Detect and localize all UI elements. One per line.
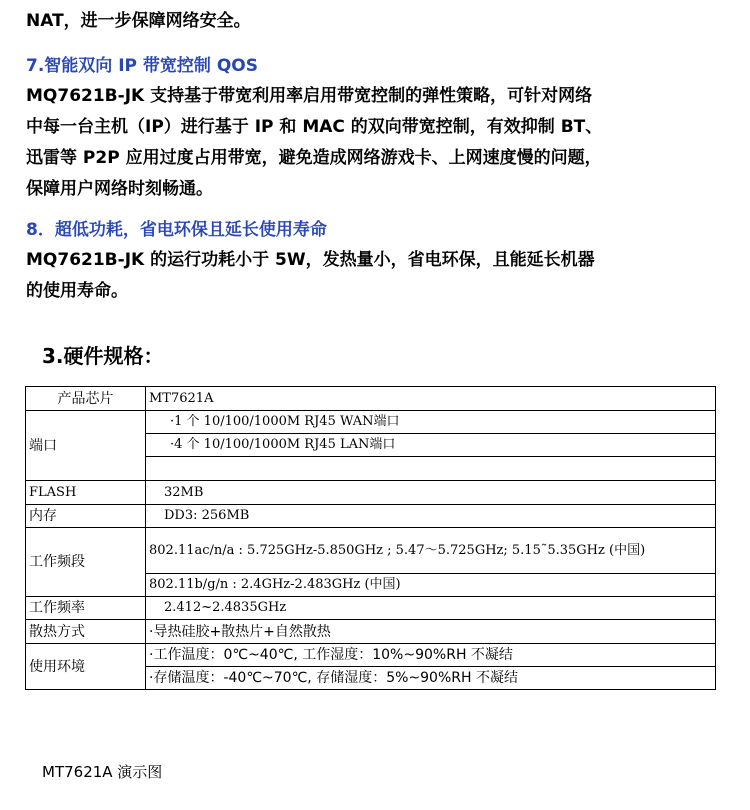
paragraph-nat: NAT，进一步保障网络安全。 bbox=[26, 11, 251, 31]
table-row bbox=[26, 644, 716, 667]
band-2g-value: 802.11b/g/n : 2.4GHz-2.483GHz (中国) bbox=[146, 574, 716, 597]
table-row bbox=[26, 411, 716, 434]
table-row bbox=[26, 505, 716, 528]
paragraph-qos-line1: MQ7621B-JK 支持基于带宽利用率启用带宽控制的弹性策略，可针对网络 bbox=[26, 86, 593, 106]
port-label: 端口 bbox=[26, 411, 146, 481]
port-wan-value: ·1 个 10/100/1000M RJ45 WAN端口 bbox=[146, 411, 716, 434]
environment-work-value: ·工作温度：0℃~40℃, 工作湿度：10%~90%RH 不凝结 bbox=[146, 644, 716, 667]
section-title-hardware: 3.硬件规格： bbox=[42, 344, 164, 368]
band-label: 工作频段 bbox=[26, 528, 146, 597]
table-row bbox=[26, 528, 716, 574]
band-5g-value: 802.11ac/n/a : 5.725GHz-5.850GHz ; 5.47～5.725GHz; 5.15˜5.35GHz (中国) bbox=[146, 528, 716, 574]
paragraph-qos-line2: 中每一台主机（IP）进行基于 IP 和 MAC 的双向带宽控制，有效抑制 BT、 bbox=[26, 117, 603, 137]
cooling-label: 散热方式 bbox=[26, 620, 146, 644]
paragraph-power-line2: 的使用寿命。 bbox=[26, 281, 128, 301]
environment-label: 使用环境 bbox=[26, 644, 146, 690]
table-row bbox=[26, 387, 716, 411]
image-caption: MT7621A 演示图 bbox=[42, 763, 163, 781]
table-row bbox=[26, 481, 716, 505]
flash-value: 32MB bbox=[146, 481, 716, 505]
memory-label: 内存 bbox=[26, 505, 146, 528]
table-row bbox=[26, 597, 716, 620]
frequency-label: 工作频率 bbox=[26, 597, 146, 620]
frequency-value: 2.412~2.4835GHz bbox=[146, 597, 716, 620]
heading-qos: 7.智能双向 IP 带宽控制 QOS bbox=[26, 56, 258, 76]
flash-label: FLASH bbox=[26, 481, 146, 505]
paragraph-qos-line4: 保障用户网络时刻畅通。 bbox=[26, 179, 213, 199]
memory-value: DD3: 256MB bbox=[146, 505, 716, 528]
port-empty-cell bbox=[146, 457, 716, 481]
port-lan-value: ·4 个 10/100/1000M RJ45 LAN端口 bbox=[146, 434, 716, 457]
heading-power: 8．超低功耗，省电环保且延长使用寿命 bbox=[26, 220, 327, 240]
environment-storage-value: ·存储温度：-40℃~70℃, 存储湿度：5%~90%RH 不凝结 bbox=[146, 667, 716, 690]
chip-label: 产品芯片 bbox=[26, 387, 146, 411]
chip-value: MT7621A bbox=[146, 387, 716, 411]
cooling-value: ·导热硅胶+散热片+自然散热 bbox=[146, 620, 716, 644]
paragraph-qos-line3: 迅雷等 P2P 应用过度占用带宽，避免造成网络游戏卡、上网速度慢的问题， bbox=[26, 148, 602, 168]
paragraph-power-line1: MQ7621B-JK 的运行功耗小于 5W，发热量小，省电环保，且能延长机器 bbox=[26, 250, 595, 270]
table-row bbox=[26, 620, 716, 644]
hardware-spec-table bbox=[25, 386, 716, 690]
